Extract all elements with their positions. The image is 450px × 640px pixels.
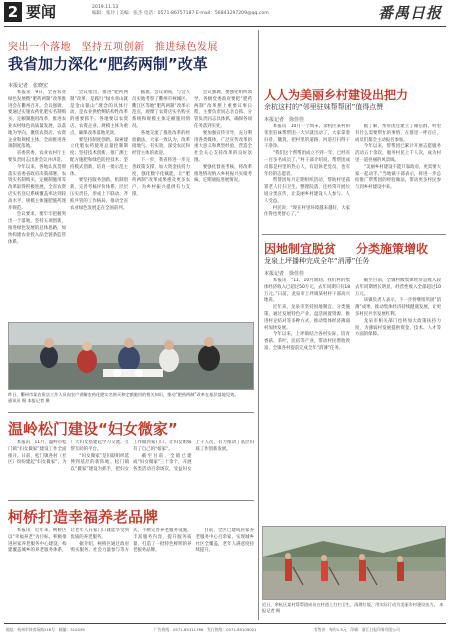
right-top-column-1 <box>264 124 350 232</box>
footer-hotline: 广告热线：0571-85311766 发行热线：0571-85109001 <box>154 627 257 632</box>
paragraph: 要坚持制度创新，探索建立化肥农药使用总量控制制度；坚持技术创新，推广测土配方施肥和绿色防控技术；坚持模式创新，培育一批示范主体。 <box>70 137 128 177</box>
paragraph: “我们这个帮帮团成立不到一年，已经有一百多名成员了。”村干部介绍说，帮帮团成员都是村里的热心人，有退休老党员，也有年轻的志愿者。 <box>264 151 350 177</box>
paragraph: 龙泉市相关部门也将加大政策扶持力度，为薄弱村发展提供资金、技术、人才等方面的保障。 <box>355 318 441 338</box>
paragraph: 帮帮团每月定期组织活动，帮助村里孤寡老人打扫卫生、整理院落，还经常开展垃圾分类宣传，让美丽乡村建设人人参与、人人受益。 <box>264 178 350 204</box>
right-top-title: 人人为美丽乡村建设出把力 <box>264 88 409 102</box>
footer <box>4 623 446 638</box>
paragraph: 本报讯 11月，温岭市松门镇“妇女微家”建设工作全面推开。日前，松门镇各村（社区）纷纷建起“妇女微家”，为广大妇女搭建起学习交流、互帮互助的平台。 <box>8 440 129 466</box>
right-mid-column-2 <box>355 278 441 522</box>
paragraph: 据介绍，柯桥区通过政府购买服务、社会力量参与等方式，不断完善养老服务设施，丰富服务内容，提升服务质量，打造了一批特色鲜明的养老服务品牌。 <box>70 528 192 554</box>
divider <box>8 500 254 501</box>
right-top-column-2 <box>355 124 441 232</box>
right-mid-title-left: 因地制宜脱贫 <box>264 242 337 256</box>
editor-line: 编辑：张玲 | 美编：张杰 <box>92 11 143 16</box>
story2-body <box>8 440 254 496</box>
masthead <box>4 2 446 24</box>
right-photo-image <box>263 527 446 600</box>
masthead-rule <box>4 26 446 27</box>
right-mid-subtitle: 龙泉上坪播种完成全年“消薄”任务 <box>264 257 370 265</box>
divider <box>8 412 254 413</box>
paragraph: 要强化督查考核，将改革推进情况纳入乡村振兴实绩考核，定期通报进展情况。 <box>194 164 252 184</box>
paragraph: 近年来，龙泉市坚持因地制宜、分类施策，通过发展特色产业、盘活闲置资源、推进村企结对等多种方式，推动集体经济薄弱村加快发展。 <box>264 305 350 331</box>
right-mid-column-1 <box>264 278 350 522</box>
lead-column-1 <box>8 90 66 318</box>
paragraph: 要坚持服务创新、机制创新，完善考核评价体系，层层压实责任，形成上下联动、齐抓共管的工作格局，推动全省农业绿色发展走在全国前列。 <box>70 178 128 211</box>
lead-column-2 <box>70 90 128 318</box>
paragraph: 要加强宣传引导，充分利用各类媒体，广泛宣传改革的重大意义和典型经验，营造全社会关心支持改革的良好氛围。 <box>194 130 252 163</box>
lead-byline: 本报记者 张晓宏 <box>8 83 49 89</box>
story3-title: 柯桥打造幸福养老品牌 <box>8 508 159 526</box>
right-photo-caption <box>262 602 446 620</box>
paragraph: 今年以来，上坪镇结合各村实际，培育香菇、茶叶、民宿等产业，带动村民增收致富，全镇各村提前完成全年“消薄”任务。 <box>264 332 350 351</box>
section-title: 要闻 <box>26 3 57 21</box>
caption-text: 近日，余杭区某村帮帮团成员在村道上打扫卫生，清理垃圾，用实际行动为美丽乡村建设出力。 <box>262 602 438 607</box>
photo-credit: 本报记者 摄 <box>262 602 444 613</box>
paragraph: 下一步，我省将进一步完善政策支撑，加大资金扶持力度，强化数字化赋能，让“肥药两制”改革成果惠及更多农户，为乡村振兴提供有力支撑。 <box>132 157 190 197</box>
photo-credit: 本报记者 摄 <box>27 398 50 403</box>
lead-photo <box>8 322 254 390</box>
paragraph: 会议指出，推进“肥药两制”改革，是践行“绿水青山就是金山银山”理念的具体行动，是农业供给侧结构性改革的重要抓手。各地要以农资店、农资企业、规模主体为重点，确保改革落地见效。 <box>70 90 128 136</box>
lead-subtitle: 突出一个落地 坚持五项创新 推进绿色发展 <box>8 42 218 53</box>
paragraph: 各地交流了推进改革的经验做法，大家一致认为，改革接地气、有实效，深受农民和经营主体的欢迎。 <box>132 130 190 157</box>
page-number: 2 <box>4 2 22 22</box>
paragraph: “美丽乡村建设不能只靠政府，更需要大家一起动手。”当地镇干部表示，将进一步总结推广帮帮团的经验做法，带动更多村民参与到乡村建设中来。 <box>355 164 441 191</box>
paragraph: 本报讯 近年来，柯桥区以“幸福养老”为目标，积极推进居家养老服务中心建设，构建覆盖城乡的养老服务体系，让老年人在家门口就能享受到优质的养老服务。 <box>8 528 129 554</box>
lead-column-3 <box>132 90 190 318</box>
paragraph: 会议强调，要强化组织领导，各级党委政府要把“肥药两制”改革摆上重要议事日程，主要负责同志亲自抓、分管负责同志具体抓，确保各项任务落到实处。 <box>194 90 252 129</box>
paragraph: 据悉，会议期间，与会人员实地考察了衢州市柯城区、衢江区等地“肥药两制”改革示范点，观摩了农资店实名购买系统和规模主体定额施用情况。 <box>132 90 190 129</box>
paragraph: 村民说：“现在村里环境越来越好，大家住得也更舒心了。” <box>264 205 350 218</box>
paragraph: 本报讯 “11、10月期间，我们村的集体经济收入已超过50万元，去年同期只有18万元。”日前，龙泉市上坪镇某村村干部高兴地说。 <box>264 278 350 304</box>
paragraph: 今年以来，帮帮团已累计开展志愿服务活动五十余次，服务村民上千人次，成为村里一道亮丽的风景线。 <box>355 144 441 163</box>
paragraph: 该镇负责人表示，下一步将继续巩固“消薄”成果，推动集体经济持续健康发展，让更多村民共享发展红利。 <box>355 298 441 317</box>
phone-line: 电话：0571-86757187 <box>143 11 195 16</box>
story3-body <box>8 528 254 620</box>
right-mid-byline: 本报记者 徐佳佳 <box>264 271 305 277</box>
paragraph: 截至目前，全镇村级集体经济总收入较去年同期增长明显，经营性收入全部超过10万元。 <box>355 278 441 297</box>
newspaper-logo: 番禺日报 <box>377 4 442 22</box>
paragraph: 省委常委、农业农村厅主要负责同志出席会议并讲话。 <box>8 151 66 163</box>
right-top-byline: 本报记者 徐佳佳 <box>264 117 305 123</box>
column-divider <box>258 30 259 620</box>
date-line: 2019.11.13 <box>92 5 119 10</box>
paragraph: 本报讯 10月一个周末，余杭区某村的邻里驻妹帮帮团一大早就出动了，大家拿着扫帚、簸箕，把村里的道路、河道打扫得干干净净。 <box>264 124 350 150</box>
lead-photo-image <box>9 323 254 390</box>
paragraph: 截至目前，全镇已建成“妇女微家”三十余个，开展各类活动百余场次，受益妇女上千人次，有力推动了基层妇联工作创新发展。 <box>133 440 254 473</box>
lead-photo-caption <box>8 392 254 410</box>
divider <box>262 234 446 235</box>
paragraph: 会议要求，要牢牢把握突出一个落地，坚持五项创新，推进绿色发展的总体思路，加快构建农业投入品全链条监管体系。 <box>8 212 66 245</box>
right-photo <box>262 526 446 600</box>
right-mid-title-right: 分类施策增收 <box>356 242 429 256</box>
paragraph: 本报讯 9日，全省农业绿色发展暨“肥药两制”改革推进会在衢州召开。会议强调，要通过实施农药化肥实名制购买、定额制施用改革，推进农业农村绿色高质量发展，以落地为导向，聚焦农资店、农资企业和规模主体，全面推进各项制度落地。 <box>8 90 66 150</box>
lead-column-4 <box>194 90 252 318</box>
masthead-meta <box>92 5 269 17</box>
right-top-subtitle: 余杭这村的“邻里驻妹帮帮团”值得点赞 <box>264 103 384 111</box>
story2-title: 温岭松门建设“妇女微家” <box>8 420 178 438</box>
footer-address: 地址：杭州市体育场路218号 邮编：310039 <box>6 627 85 632</box>
paragraph: 今年以来，各地认真贯彻落实省委省政府决策部署，农资实名制购买、定额制施用等改革取得积极进展。全省农资店实名登记系统覆盖率达到较高水平，规模主体施肥施药逐步规范。 <box>8 164 66 211</box>
paragraph: 据了解，帮帮团还建立了微信群，村里有什么需要帮忙的事情，在群里一呼百应，成员们都会主动报名参加。 <box>355 124 441 143</box>
lead-title: 我省加力深化“肥药两制”改革 <box>8 55 208 73</box>
footer-price: 零售价：每份1.5元 印刷：浙江日报印务有限公司 <box>314 627 400 632</box>
email-line: E-mail：56843297209@qq.com <box>195 11 269 16</box>
paragraph: “妇女微家”是妇联组织延伸到基层的新阵地。松门镇以“微家”建设为抓手，把妇女工作做到家门口，让妇女姐妹有了自己的“娘家”。 <box>70 440 192 473</box>
caption-text: 昨日，衢州市某农资店工作人员向农户讲解农药化肥实名购买和定额施用的相关知识，推动“肥药两制”改革在基层落地见效。 通讯员 摄 <box>8 392 254 403</box>
paragraph: 目前，全区已建成居家养老服务中心百余家，实现城乡社区全覆盖，老年人满意度持续提升。 <box>195 528 254 554</box>
